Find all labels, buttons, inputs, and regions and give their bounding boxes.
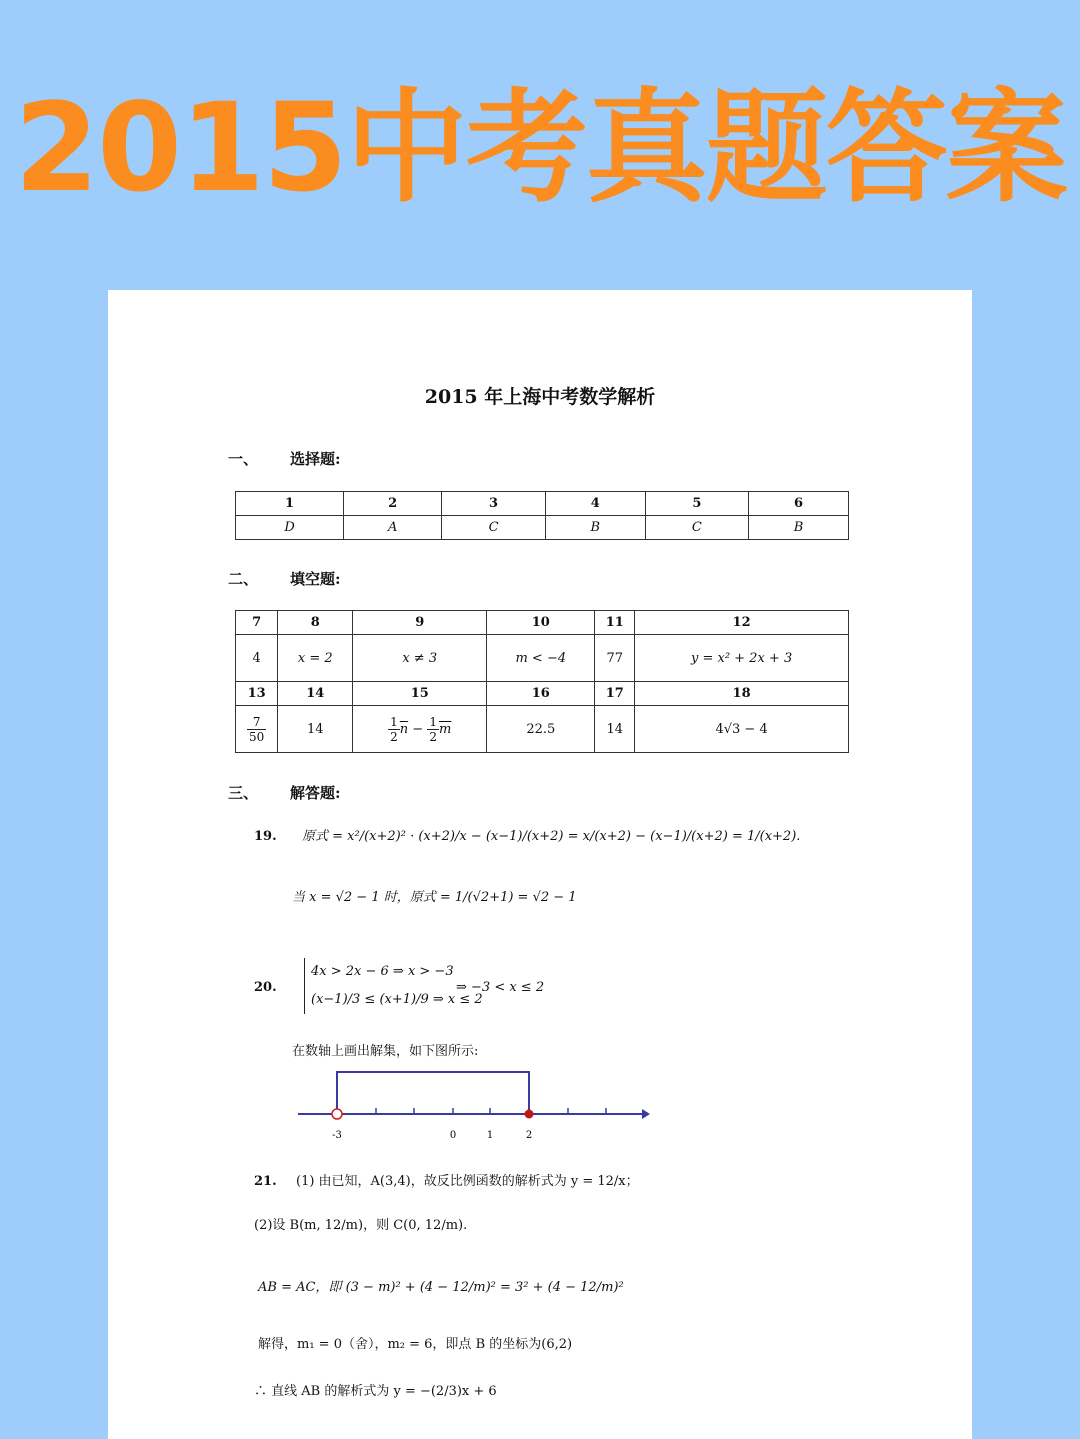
inequality-2: (x−1)/3 ≤ (x+1)/9 ⇒ x ≤ 2 [311,992,483,1007]
axis-label: 2 [525,1130,533,1141]
q20-result [456,980,544,995]
table-header-row [236,611,849,635]
table-cell: B [545,516,645,540]
table-cell: 4 [545,492,645,516]
table-cell: 1 [236,492,344,516]
table-cell: C [645,516,749,540]
table-cell: 77 [595,635,635,682]
formula: ⇒ −3 < x ≤ 2 [456,980,545,995]
table-cell [353,706,487,753]
q21-line5 [254,1380,497,1399]
section-solve-heading [228,782,341,803]
table-cell: 4 [236,635,278,682]
formula: (2)设 B(m, 12/m)，则 C(0, 12/m). [254,1218,468,1233]
fraction [247,715,266,744]
denominator: 2 [390,729,398,744]
numerator: 7 [247,715,266,730]
open-circle-icon [332,1109,342,1119]
table-cell: 17 [595,682,635,706]
table-cell: 12 [635,611,849,635]
table-cell: x = 2 [278,635,353,682]
q19-line2 [292,886,577,905]
axis-label: 0 [449,1130,457,1141]
table-cell: 22.5 [487,706,595,753]
fraction [427,715,439,744]
q21-line2 [254,1214,467,1233]
section-number: 一、 [228,450,259,468]
table-row [236,706,849,753]
table-cell: 16 [487,682,595,706]
table-cell: 10 [487,611,595,635]
choice-answer-table [235,491,849,540]
question-number: 19. [254,829,277,844]
table-cell: B [749,516,849,540]
table-header-row [236,492,849,516]
table-cell: 9 [353,611,487,635]
table-cell: D [236,516,344,540]
banner-title: 2015中考真题答案 [14,77,1066,219]
question-number: 21. [254,1174,277,1189]
solution-bracket [337,1072,529,1114]
axis-label: 1 [486,1130,494,1141]
table-cell: 15 [353,682,487,706]
denominator: 2 [429,729,437,744]
table-cell: 18 [635,682,849,706]
q21-line3 [258,1276,624,1295]
section-label: 解答题: [290,784,341,802]
table-cell: 13 [236,682,278,706]
section-label: 填空题: [290,570,341,588]
table-header-row [236,682,849,706]
number-line [294,1062,654,1144]
section-fill-heading [228,568,341,589]
question-number: 20. [254,980,277,995]
section-number: 三、 [228,784,259,802]
formula: 当 x = √2 − 1 时，原式 = 1/(√2+1) = √2 − 1 [292,890,577,905]
q21-line1 [254,1170,639,1189]
formula: 原式 = x²/(x+2)² · (x+2)/x − (x−1)/(x+2) = x/(x+2) − (x−1)/(x+2) = 1/(x+2). [302,829,801,844]
document-title: 2015 年上海中考数学解析 [424,386,656,408]
denominator: 50 [249,729,265,744]
numerator: 1 [390,714,398,729]
table-cell: x ≠ 3 [353,635,487,682]
closed-circle-icon [525,1110,534,1119]
table-cell: m < −4 [487,635,595,682]
formula: ∴ 直线 AB 的解析式为 y = −(2/3)x + 6 [254,1384,497,1399]
table-cell: 4√3 − 4 [635,706,849,753]
table-cell: 6 [749,492,849,516]
q20-number [254,980,302,995]
inequality-1: 4x > 2x − 6 ⇒ x > −3 [311,964,454,979]
table-cell: A [344,516,442,540]
fill-answer-table [235,610,849,753]
table-row [236,516,849,540]
q20-note [292,1040,478,1059]
table-cell: 3 [442,492,546,516]
answer-sheet [108,290,972,1439]
table-cell: C [442,516,546,540]
vector-n: $\overline{n}$ [399,721,409,737]
table-cell: 5 [645,492,749,516]
section-label: 选择题: [290,450,341,468]
table-cell: 8 [278,611,353,635]
table-row [236,635,849,682]
formula: (1) 由已知，A(3,4)，故反比例函数的解析式为 y = 12/x； [296,1174,639,1189]
table-cell: 14 [278,706,353,753]
note-text: 在数轴上画出解集，如下图所示: [292,1044,479,1059]
table-cell: 14 [278,682,353,706]
table-cell [236,706,278,753]
fraction [388,715,400,744]
minus-sign: − [412,721,424,737]
section-choice-heading [228,448,341,469]
table-cell: 2 [344,492,442,516]
q21-line4 [258,1333,572,1352]
table-cell: 7 [236,611,278,635]
table-cell: y = x² + 2x + 3 [635,635,849,682]
formula: 解得，m₁ = 0（舍），m₂ = 6，即点 B 的坐标为(6,2) [258,1337,573,1352]
section-number: 二、 [228,570,259,588]
numerator: 1 [429,714,437,729]
vector-m: $\overline{m}$ [438,721,452,737]
axis-arrow-icon [642,1109,650,1119]
table-cell: 11 [595,611,635,635]
formula: AB = AC，即 (3 − m)² + (4 − 12/m)² = 3² + (4 − 12/m)² [258,1280,624,1295]
table-cell: 14 [595,706,635,753]
q19-line1 [254,825,800,844]
axis-label: -3 [332,1130,342,1141]
